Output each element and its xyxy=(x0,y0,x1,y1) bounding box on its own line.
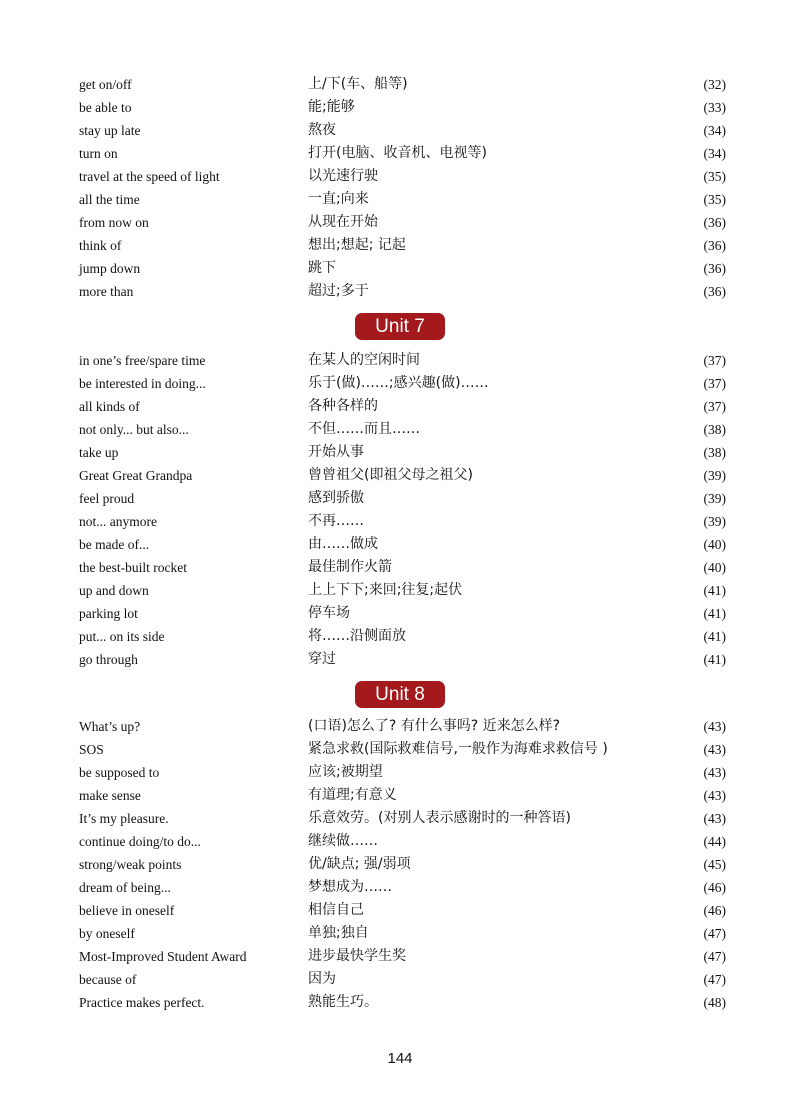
page-reference: (37) xyxy=(703,399,726,414)
vocab-row xyxy=(0,625,800,648)
english-phrase: jump down xyxy=(79,261,141,276)
english-phrase: in one’s free/spare time xyxy=(79,353,206,368)
chinese-meaning: 打开(电脑、收音机、电视等) xyxy=(308,145,487,161)
chinese-meaning: 超过;多于 xyxy=(308,283,369,299)
chinese-meaning: 跳下 xyxy=(308,260,336,276)
chinese-meaning: 乐意效劳。(对别人表示感谢时的一种答语) xyxy=(308,810,571,826)
vocab-row xyxy=(0,715,800,738)
chinese-meaning: 继续做…… xyxy=(308,833,378,849)
vocabulary-section-unit-7 xyxy=(0,349,800,671)
chinese-meaning: 进步最快学生奖 xyxy=(308,948,406,964)
chinese-meaning: (口语)怎么了? 有什么事吗? 近来怎么样? xyxy=(308,718,561,734)
english-phrase: What’s up? xyxy=(79,719,141,734)
page-reference: (47) xyxy=(703,926,726,941)
page-reference: (34) xyxy=(703,123,726,138)
page-reference: (45) xyxy=(703,857,726,872)
page-reference: (46) xyxy=(703,903,726,918)
page-reference: (40) xyxy=(703,537,726,552)
english-phrase: parking lot xyxy=(79,606,138,621)
vocab-row xyxy=(0,441,800,464)
english-phrase: be interested in doing... xyxy=(79,376,206,391)
english-phrase: not... anymore xyxy=(79,514,157,529)
english-phrase: Most-Improved Student Award xyxy=(79,949,247,964)
english-phrase: take up xyxy=(79,445,119,460)
english-phrase: feel proud xyxy=(79,491,135,506)
english-phrase: all the time xyxy=(79,192,140,207)
page-reference: (43) xyxy=(703,811,726,826)
english-phrase: Great Great Grandpa xyxy=(79,468,193,483)
page-reference: (41) xyxy=(703,606,726,621)
page-number: 144 xyxy=(387,1050,413,1067)
page-reference: (36) xyxy=(703,238,726,253)
english-phrase: go through xyxy=(79,652,138,667)
page-reference: (43) xyxy=(703,765,726,780)
vocab-row xyxy=(0,349,800,372)
english-phrase: dream of being... xyxy=(79,880,171,895)
english-phrase: put... on its side xyxy=(79,629,165,644)
english-phrase: the best-built rocket xyxy=(79,560,187,575)
chinese-meaning: 熬夜 xyxy=(308,122,336,138)
page-reference: (37) xyxy=(703,353,726,368)
english-phrase: up and down xyxy=(79,583,149,598)
page-reference: (36) xyxy=(703,215,726,230)
chinese-meaning: 在某人的空闲时间 xyxy=(308,352,420,368)
vocabulary-section-unit-6-continued xyxy=(0,73,800,303)
vocab-row xyxy=(0,165,800,188)
english-phrase: It’s my pleasure. xyxy=(79,811,169,826)
chinese-meaning: 穿过 xyxy=(308,651,336,667)
english-phrase: continue doing/to do... xyxy=(79,834,201,849)
page-reference: (36) xyxy=(703,261,726,276)
vocab-row xyxy=(0,830,800,853)
page-reference: (33) xyxy=(703,100,726,115)
vocab-row xyxy=(0,853,800,876)
chinese-meaning: 曾曾祖父(即祖父母之祖父) xyxy=(308,467,473,483)
chinese-meaning: 熟能生巧。 xyxy=(308,994,378,1010)
vocab-row xyxy=(0,991,800,1014)
page-reference: (38) xyxy=(703,422,726,437)
chinese-meaning: 最佳制作火箭 xyxy=(308,559,392,575)
chinese-meaning: 不但……而且…… xyxy=(308,421,420,437)
page-reference: (41) xyxy=(703,629,726,644)
english-phrase: by oneself xyxy=(79,926,135,941)
english-phrase: stay up late xyxy=(79,123,141,138)
unit-7-heading: Unit 7 xyxy=(355,313,445,340)
english-phrase: from now on xyxy=(79,215,149,230)
chinese-meaning: 乐于(做)……;感兴趣(做)…… xyxy=(308,375,489,391)
english-phrase: more than xyxy=(79,284,134,299)
english-phrase: get on/off xyxy=(79,77,132,92)
chinese-meaning: 将……沿侧面放 xyxy=(308,628,406,644)
vocab-row xyxy=(0,968,800,991)
chinese-meaning: 从现在开始 xyxy=(308,214,378,230)
vocab-row xyxy=(0,464,800,487)
english-phrase: turn on xyxy=(79,146,118,161)
vocab-row xyxy=(0,945,800,968)
vocab-row xyxy=(0,257,800,280)
vocab-row xyxy=(0,922,800,945)
chinese-meaning: 上上下下;来回;往复;起伏 xyxy=(308,582,463,598)
page-reference: (32) xyxy=(703,77,726,92)
english-phrase: think of xyxy=(79,238,122,253)
page-reference: (38) xyxy=(703,445,726,460)
vocab-row xyxy=(0,372,800,395)
chinese-meaning: 优/缺点; 强/弱项 xyxy=(308,856,411,872)
english-phrase: strong/weak points xyxy=(79,857,182,872)
vocab-row xyxy=(0,556,800,579)
page-reference: (40) xyxy=(703,560,726,575)
page-reference: (48) xyxy=(703,995,726,1010)
unit-8-heading: Unit 8 xyxy=(355,681,445,708)
chinese-meaning: 相信自己 xyxy=(308,902,364,918)
page-reference: (44) xyxy=(703,834,726,849)
vocab-row xyxy=(0,899,800,922)
vocab-row xyxy=(0,602,800,625)
vocab-row xyxy=(0,533,800,556)
vocab-row xyxy=(0,418,800,441)
vocab-row xyxy=(0,487,800,510)
chinese-meaning: 一直;向来 xyxy=(308,191,369,207)
chinese-meaning: 感到骄傲 xyxy=(308,490,364,506)
vocab-row xyxy=(0,142,800,165)
page-reference: (36) xyxy=(703,284,726,299)
vocab-row xyxy=(0,579,800,602)
vocab-row xyxy=(0,807,800,830)
page-reference: (35) xyxy=(703,192,726,207)
page-reference: (37) xyxy=(703,376,726,391)
vocabulary-section-unit-8 xyxy=(0,715,800,1014)
vocab-row xyxy=(0,96,800,119)
chinese-meaning: 各种各样的 xyxy=(308,398,378,414)
page-reference: (47) xyxy=(703,972,726,987)
page-reference: (39) xyxy=(703,514,726,529)
vocab-row xyxy=(0,738,800,761)
chinese-meaning: 停车场 xyxy=(308,605,350,621)
vocab-row xyxy=(0,280,800,303)
page-reference: (46) xyxy=(703,880,726,895)
chinese-meaning: 有道理;有意义 xyxy=(308,787,397,803)
chinese-meaning: 上/下(车、船等) xyxy=(308,76,408,92)
english-phrase: be able to xyxy=(79,100,132,115)
page-reference: (43) xyxy=(703,719,726,734)
english-phrase: Practice makes perfect. xyxy=(79,995,205,1010)
page-reference: (41) xyxy=(703,583,726,598)
english-phrase: be made of... xyxy=(79,537,150,552)
chinese-meaning: 想出;想起; 记起 xyxy=(308,237,406,253)
page-reference: (39) xyxy=(703,491,726,506)
english-phrase: be supposed to xyxy=(79,765,160,780)
chinese-meaning: 因为 xyxy=(308,971,336,987)
english-phrase: because of xyxy=(79,972,137,987)
vocab-row xyxy=(0,761,800,784)
page-reference: (35) xyxy=(703,169,726,184)
english-phrase: make sense xyxy=(79,788,141,803)
chinese-meaning: 以光速行驶 xyxy=(308,168,378,184)
english-phrase: all kinds of xyxy=(79,399,140,414)
vocab-row xyxy=(0,876,800,899)
chinese-meaning: 开始从事 xyxy=(308,444,364,460)
chinese-meaning: 紧急求救(国际救难信号,一般作为海难求救信号 ) xyxy=(308,741,608,757)
chinese-meaning: 单独;独自 xyxy=(308,925,369,941)
page-reference: (41) xyxy=(703,652,726,667)
page-reference: (43) xyxy=(703,788,726,803)
chinese-meaning: 由……做成 xyxy=(308,536,378,552)
chinese-meaning: 能;能够 xyxy=(308,99,355,115)
vocab-row xyxy=(0,510,800,533)
page-reference: (43) xyxy=(703,742,726,757)
page-reference: (47) xyxy=(703,949,726,964)
english-phrase: not only... but also... xyxy=(79,422,189,437)
page-reference: (34) xyxy=(703,146,726,161)
vocab-row xyxy=(0,648,800,671)
english-phrase: believe in oneself xyxy=(79,903,175,918)
english-phrase: SOS xyxy=(79,742,104,757)
vocab-row xyxy=(0,234,800,257)
chinese-meaning: 应该;被期望 xyxy=(308,764,383,780)
vocab-row xyxy=(0,188,800,211)
vocab-row xyxy=(0,784,800,807)
chinese-meaning: 不再…… xyxy=(308,513,364,529)
english-phrase: travel at the speed of light xyxy=(79,169,220,184)
page-reference: (39) xyxy=(703,468,726,483)
chinese-meaning: 梦想成为…… xyxy=(308,879,392,895)
vocab-row xyxy=(0,211,800,234)
vocab-row xyxy=(0,395,800,418)
vocab-row xyxy=(0,119,800,142)
vocab-row xyxy=(0,73,800,96)
